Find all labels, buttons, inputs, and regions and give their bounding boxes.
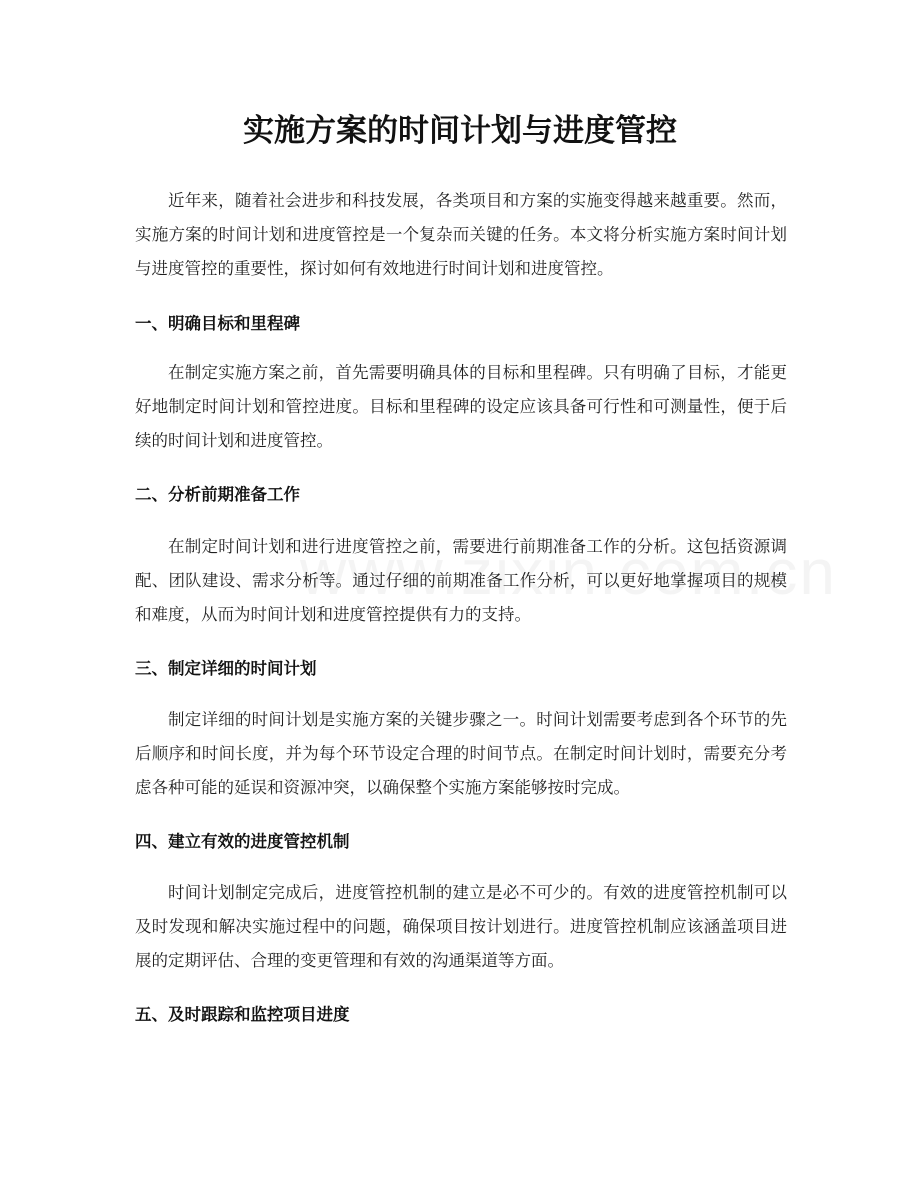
page-title: 实施方案的时间计划与进度管控 — [243, 113, 677, 149]
section-body-4: 时间计划制定完成后，进度管控机制的建立是必不可少的。有效的进度管控机制可以及时发现和解决实施过程中的问题，确保项目按计划进行。进度管控机制应该涵盖项目进展的定期评估、合理的变更管理和有效的沟通渠道等方面。 — [135, 883, 787, 970]
section-heading-5: 五、及时跟踪和监控项目进度 — [135, 1005, 350, 1024]
section-heading-4: 四、建立有效的进度管控机制 — [135, 832, 350, 851]
intro-paragraph: 近年来，随着社会进步和科技发展，各类项目和方案的实施变得越来越重要。然而，实施方案的时间计划和进度管控是一个复杂而关键的任务。本文将分析实施方案时间计划与进度管控的重要性，探讨如何有效地进行时间计划和进度管控。 — [135, 191, 787, 278]
section-body-2: 在制定时间计划和进行进度管控之前，需要进行前期准备工作的分析。这包括资源调配、团队建设、需求分析等。通过仔细的前期准备工作分析，可以更好地掌握项目的规模和难度，从而为时间计划和进度管控提供有力的支持。 — [135, 537, 787, 624]
section-body-1: 在制定实施方案之前，首先需要明确具体的目标和里程碑。只有明确了目标，才能更好地制定时间计划和管控进度。目标和里程碑的设定应该具备可行性和可测量性，便于后续的时间计划和进度管控。 — [135, 363, 787, 450]
section-body-3: 制定详细的时间计划是实施方案的关键步骤之一。时间计划需要考虑到各个环节的先后顺序和时间长度，并为每个环节设定合理的时间节点。在制定时间计划时，需要充分考虑各种可能的延误和资源冲突，以确保整个实施方案能够按时完成。 — [135, 710, 787, 797]
section-heading-3: 三、制定详细的时间计划 — [135, 659, 317, 678]
section-heading-1: 一、明确目标和里程碑 — [135, 314, 300, 333]
section-heading-2: 二、分析前期准备工作 — [135, 485, 300, 504]
